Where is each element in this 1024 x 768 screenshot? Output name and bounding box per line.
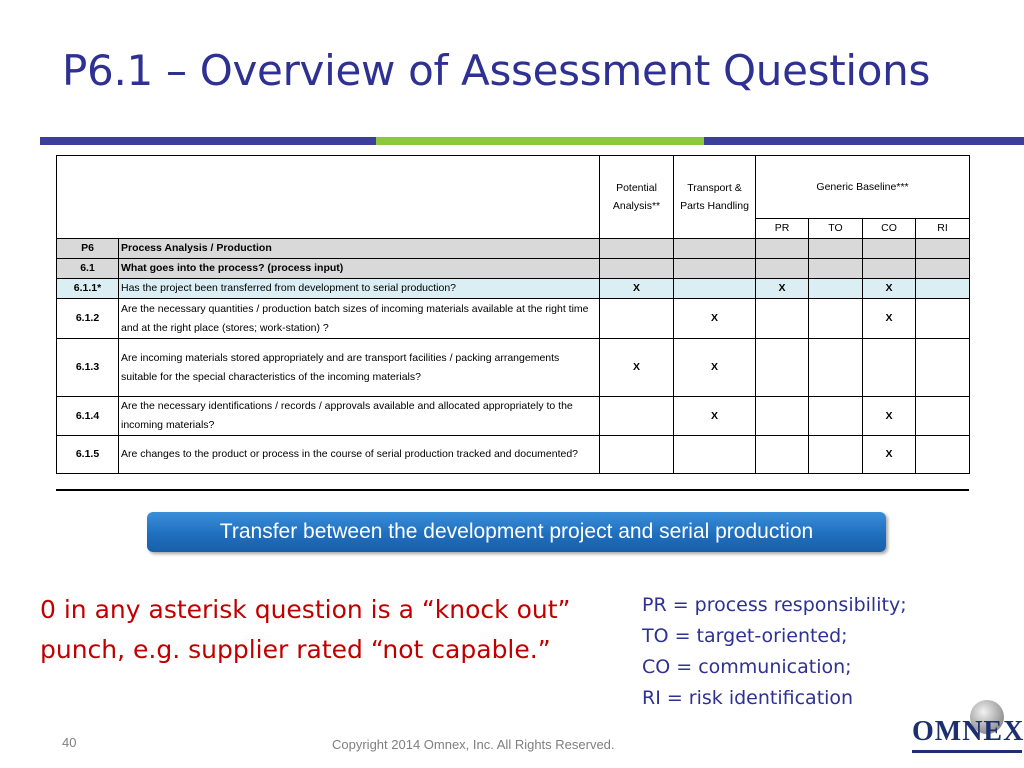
accent-bar	[40, 137, 1024, 145]
header-ri: RI	[916, 219, 970, 239]
knockout-note: 0 in any asterisk question is a “knock out” punch, e.g. supplier rated “not capable.”	[40, 595, 571, 664]
mark-to	[809, 239, 863, 259]
mark-pr: X	[756, 279, 809, 299]
mark-ri	[916, 339, 970, 397]
mark-co: X	[863, 279, 916, 299]
legend-item-ri: RI = risk identification	[642, 687, 854, 709]
transfer-banner: Transfer between the development project and serial production	[147, 512, 886, 552]
mark-co	[863, 239, 916, 259]
mark-transport: X	[674, 339, 756, 397]
header-co: CO	[863, 219, 916, 239]
mark-potential: X	[600, 339, 674, 397]
mark-pr	[756, 436, 809, 474]
mark-potential	[600, 436, 674, 474]
mark-transport	[674, 436, 756, 474]
mark-co: X	[863, 436, 916, 474]
mark-transport	[674, 279, 756, 299]
legend-item-co: CO = communication;	[642, 656, 852, 678]
row-id: 6.1.4	[57, 397, 119, 436]
mark-to	[809, 436, 863, 474]
mark-pr	[756, 397, 809, 436]
mark-to	[809, 279, 863, 299]
logo-text: OMNEX	[912, 716, 1024, 747]
row-id: 6.1.5	[57, 436, 119, 474]
mark-to	[809, 259, 863, 279]
row-question: Are the necessary identifications / records / approvals available and allocated appropriately to the incoming materials?	[119, 397, 600, 436]
mark-ri	[916, 397, 970, 436]
accent-segment-blue-2	[704, 137, 1024, 145]
header-generic-baseline: Generic Baseline***	[756, 156, 970, 219]
table-row	[57, 259, 970, 279]
row-id: P6	[57, 239, 119, 259]
mark-pr	[756, 239, 809, 259]
header-pr: PR	[756, 219, 809, 239]
table-row	[57, 299, 970, 339]
mark-potential	[600, 239, 674, 259]
copyright: Copyright 2014 Omnex, Inc. All Rights Reserved.	[332, 737, 615, 752]
header-to: TO	[809, 219, 863, 239]
mark-transport	[674, 259, 756, 279]
row-id: 6.1	[57, 259, 119, 279]
mark-transport: X	[674, 299, 756, 339]
assessment-table	[56, 155, 970, 474]
mark-potential	[600, 299, 674, 339]
mark-ri	[916, 279, 970, 299]
mark-potential	[600, 259, 674, 279]
row-question: What goes into the process? (process input)	[119, 259, 600, 279]
row-id: 6.1.3	[57, 339, 119, 397]
mark-pr	[756, 259, 809, 279]
legend-list	[642, 590, 907, 714]
mark-ri	[916, 436, 970, 474]
slide-title: P6.1 – Overview of Assessment Questions	[62, 46, 931, 95]
logo-underline	[912, 750, 1022, 753]
table-row	[57, 436, 970, 474]
header-potential-analysis: Potential Analysis**	[600, 156, 674, 239]
accent-segment-blue	[40, 137, 376, 145]
legend-item-pr: PR = process responsibility;	[642, 594, 907, 616]
table-row	[57, 397, 970, 436]
mark-transport: X	[674, 397, 756, 436]
omnex-logo	[890, 700, 1024, 768]
row-question: Process Analysis / Production	[119, 239, 600, 259]
row-question: Are changes to the product or process in the course of serial production tracked and documented?	[119, 436, 600, 474]
table-row	[57, 239, 970, 259]
table-row	[57, 339, 970, 397]
mark-transport	[674, 239, 756, 259]
mark-pr	[756, 299, 809, 339]
row-question: Are the necessary quantities / production batch sizes of incoming materials available at the right time and at the right place (stores; work-station) ?	[119, 299, 600, 339]
mark-to	[809, 397, 863, 436]
row-question: Has the project been transferred from development to serial production?	[119, 279, 600, 299]
mark-to	[809, 339, 863, 397]
mark-ri	[916, 239, 970, 259]
row-id: 6.1.1*	[57, 279, 119, 299]
mark-co	[863, 339, 916, 397]
mark-co	[863, 259, 916, 279]
row-question: Are incoming materials stored appropriately and are transport facilities / packing arrangements suitable for the special characteristics of the incoming materials?	[119, 339, 600, 397]
mark-potential	[600, 397, 674, 436]
mark-ri	[916, 259, 970, 279]
row-id: 6.1.2	[57, 299, 119, 339]
mark-co: X	[863, 397, 916, 436]
page-number: 40	[62, 735, 77, 750]
mark-pr	[756, 339, 809, 397]
mark-potential: X	[600, 279, 674, 299]
mark-ri	[916, 299, 970, 339]
table-row	[57, 279, 970, 299]
legend-item-to: TO = target-oriented;	[642, 625, 848, 647]
accent-segment-green	[376, 137, 704, 145]
table-bottom-rule	[56, 489, 969, 491]
header-transport-parts: Transport & Parts Handling	[674, 156, 756, 239]
mark-co: X	[863, 299, 916, 339]
header-blank	[57, 156, 600, 239]
mark-to	[809, 299, 863, 339]
